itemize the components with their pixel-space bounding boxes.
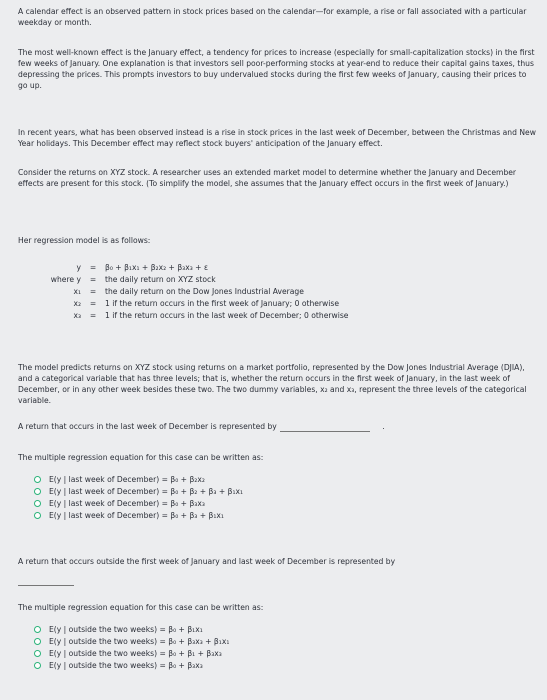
question-2-prompt-line — [18, 556, 536, 586]
model-equals: = — [89, 263, 97, 272]
option-label: E(y | outside the two weeks) = β₀ + β₁x₁ — [49, 624, 203, 634]
radio-button-icon[interactable] — [34, 488, 41, 495]
radio-button-icon[interactable] — [34, 512, 41, 519]
question-1-period: . — [382, 422, 385, 431]
question-1-option[interactable] — [34, 498, 243, 508]
model-equals: = — [89, 287, 97, 296]
model-explanation-paragraph: The model predicts returns on XYZ stock using returns on a market portfolio, represented by the Dow Jones Industrial Average (DJIA), and a categorical variable that has three levels; that is, whether the return occurs in the first week of January, in the last week of December, or in any other week besides these two. The two dummy variables, x₂ and x₃, represent the three levels of the categorical variable. — [18, 363, 527, 405]
question-2-prompt: A return that occurs outside the first week of January and last week of December is represented by — [18, 557, 396, 566]
model-rhs: 1 if the return occurs in the first week of January; 0 otherwise — [105, 299, 340, 308]
model-equals: = — [89, 275, 97, 284]
question-2-equation-prompt: The multiple regression equation for this case can be written as: — [18, 603, 264, 612]
model-rhs: the daily return on the Dow Jones Industrial Average — [105, 287, 304, 296]
option-label: E(y | last week of December) = β₀ + β₃ + β₁x₁ — [49, 510, 224, 520]
model-rhs: β₀ + β₁x₁ + β₂x₂ + β₃x₃ + ε — [105, 263, 209, 272]
model-rhs: the daily return on XYZ stock — [105, 275, 216, 284]
model-lhs: x₁ — [73, 287, 81, 296]
question-1-options — [34, 474, 243, 522]
option-label: E(y | outside the two weeks) = β₀ + β₃x₃ — [49, 660, 203, 670]
option-label: E(y | last week of December) = β₀ + β₂x₂ — [49, 474, 205, 484]
question-1-option[interactable] — [34, 474, 243, 484]
model-row — [40, 274, 351, 286]
radio-button-icon[interactable] — [34, 650, 41, 657]
question-2-option[interactable] — [34, 624, 229, 634]
radio-button-icon[interactable] — [34, 626, 41, 633]
consider-paragraph: Consider the returns on XYZ stock. A researcher uses an extended market model to determine whether the January and December effects are present for this stock. (To simplify the model, she assumes that the January effect occurs in the first week of January.) — [18, 168, 517, 188]
question-1-option[interactable] — [34, 486, 243, 496]
model-rhs: 1 if the return occurs in the last week of December; 0 otherwise — [105, 311, 349, 320]
regression-model-table — [40, 262, 351, 322]
model-row — [40, 262, 351, 274]
question-1-prompt-line — [18, 421, 536, 432]
model-lhs: y — [76, 263, 81, 272]
model-heading: Her regression model is as follows: — [18, 236, 151, 245]
question-2-option[interactable] — [34, 648, 229, 658]
question-1-equation-prompt: The multiple regression equation for this case can be written as: — [18, 453, 264, 462]
radio-button-icon[interactable] — [34, 662, 41, 669]
december-effect-paragraph: In recent years, what has been observed instead is a rise in stock prices in the last week of December, between the Christmas and New Year holidays. This December effect may reflect stock buyers' anticipation of the January effect. — [18, 128, 536, 148]
question-1-answer-blank[interactable] — [280, 423, 370, 432]
question-1-prompt: A return that occurs in the last week of December is represented by — [18, 422, 277, 431]
intro-paragraph: A calendar effect is an observed pattern in stock prices based on the calendar—for example, a rise or fall associated with a particular weekday or month. — [18, 7, 527, 27]
question-2-option[interactable] — [34, 660, 229, 670]
model-lhs: x₃ — [73, 311, 81, 320]
model-lhs: x₂ — [73, 299, 81, 308]
model-equals: = — [89, 311, 97, 320]
radio-button-icon[interactable] — [34, 638, 41, 645]
question-2-answer-blank[interactable] — [18, 577, 74, 586]
model-row — [40, 286, 351, 298]
model-row — [40, 310, 351, 322]
option-label: E(y | outside the two weeks) = β₀ + β₁ + β₃x₃ — [49, 648, 222, 658]
question-2-option[interactable] — [34, 636, 229, 646]
model-row — [40, 298, 351, 310]
option-label: E(y | last week of December) = β₀ + β₂ + β₃ + β₁x₁ — [49, 486, 244, 496]
radio-button-icon[interactable] — [34, 500, 41, 507]
option-label: E(y | outside the two weeks) = β₀ + β₃x₃ + β₁x₁ — [49, 636, 230, 646]
radio-button-icon[interactable] — [34, 476, 41, 483]
model-lhs: where y — [50, 275, 81, 284]
question-2-options — [34, 624, 229, 672]
option-label: E(y | last week of December) = β₀ + β₃x₃ — [49, 498, 205, 508]
model-equals: = — [89, 299, 97, 308]
january-effect-paragraph: The most well-known effect is the January effect, a tendency for prices to increase (especially for small-capitalization stocks) in the first few weeks of January. One explanation is that investors sell poor-performing stocks at year-end to reduce their capital gains taxes, thus depressing the prices. This prompts investors to buy undervalued stocks during the first few weeks of January, causing their prices to go up. — [18, 48, 535, 90]
question-1-option[interactable] — [34, 510, 243, 520]
